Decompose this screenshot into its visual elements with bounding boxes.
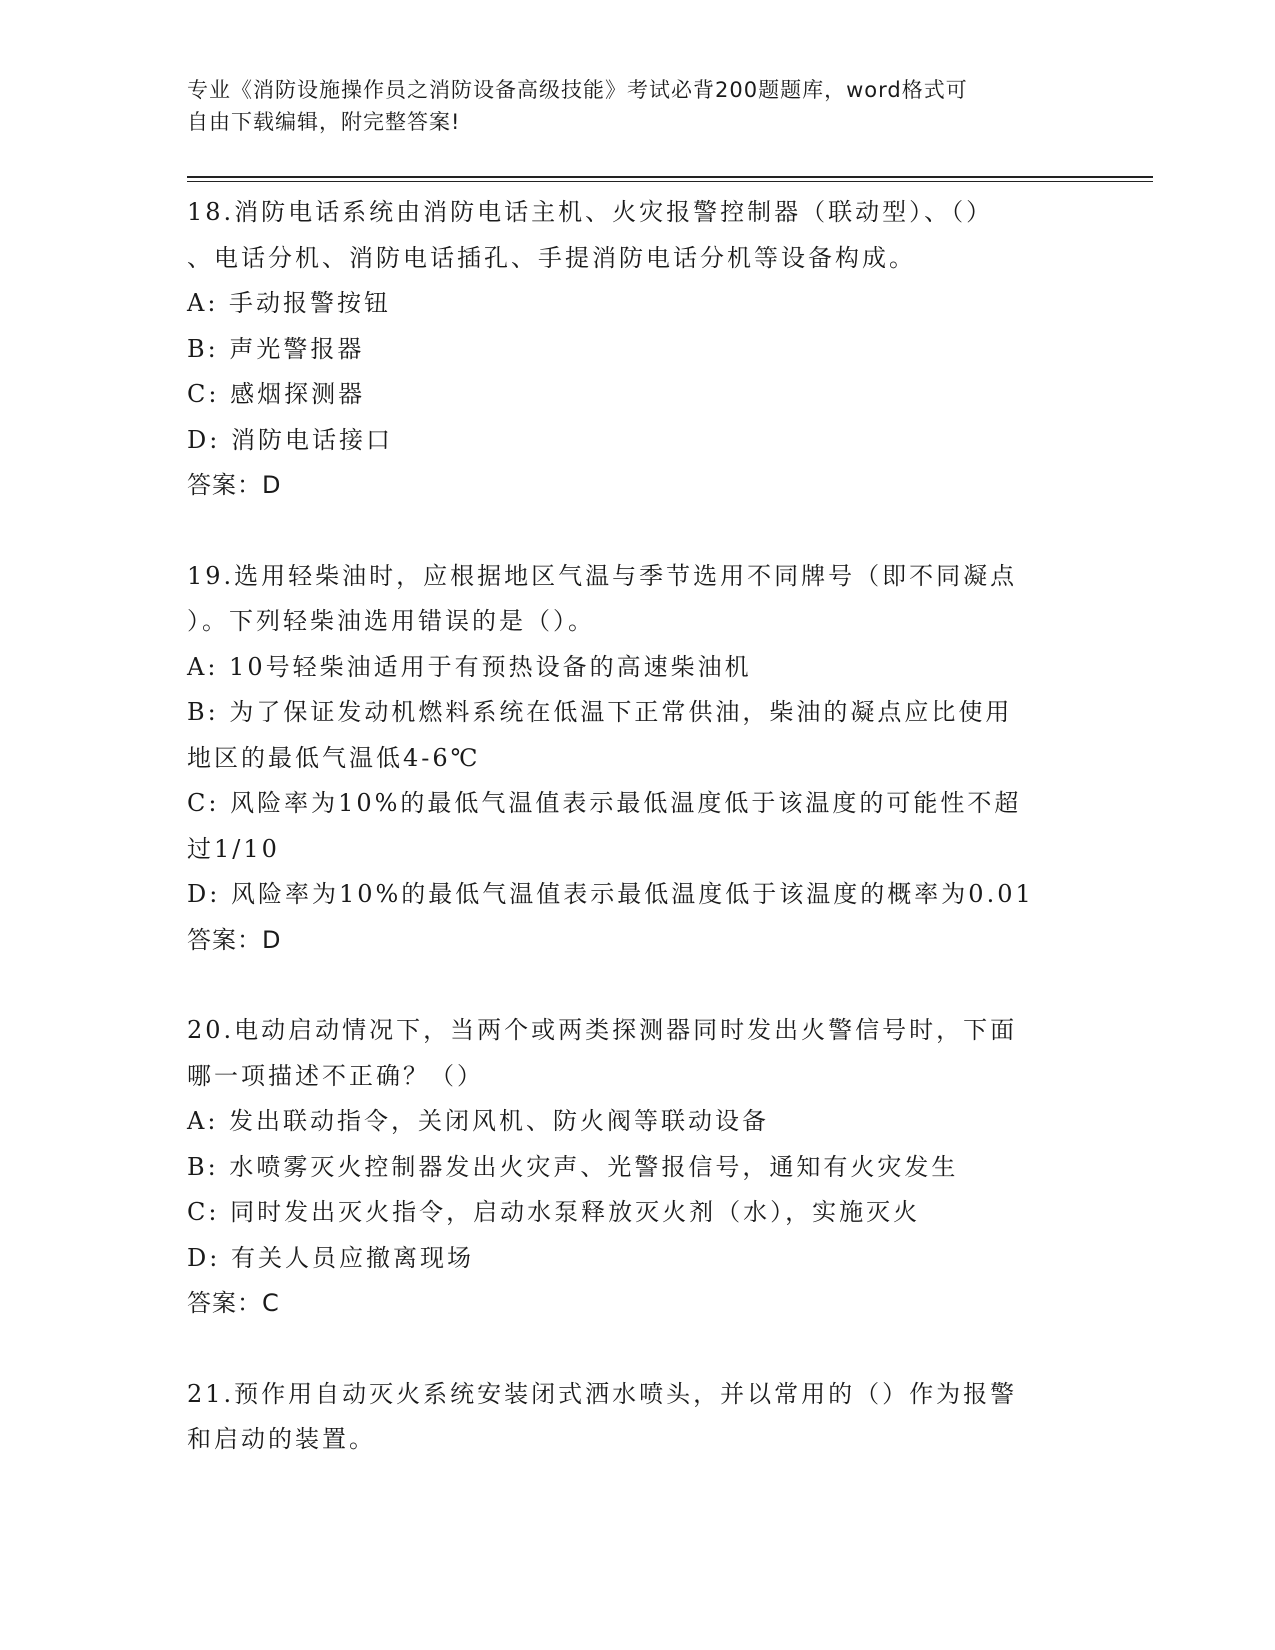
- question-stem-line: 哪一项描述不正确？（）: [187, 1061, 484, 1090]
- answer-option-line: D: 有关人员应撤离现场: [187, 1243, 474, 1272]
- answer-option-line: A: 手动报警按钮: [187, 289, 392, 317]
- answer-option-line: B: 声光警报器: [187, 334, 365, 363]
- answer-value: D: [262, 925, 282, 954]
- answer-option-line: A: 10号轻柴油适用于有预热设备的高速柴油机: [187, 652, 752, 681]
- header-line-2: 自由下载编辑，附完整答案!: [187, 110, 461, 134]
- question-stem-line: 21.预作用自动灭火系统安装闭式洒水喷头，并以常用的（）作为报警: [187, 1379, 1018, 1408]
- answer-label: 答案：: [187, 925, 262, 954]
- answer-option-line: 地区的最低气温低4-6℃: [187, 743, 481, 772]
- answer-key: [187, 463, 1087, 509]
- answer-option-line: C: 感烟探测器: [187, 380, 366, 408]
- answer-label: 答案：: [187, 1289, 262, 1317]
- answer-value: C: [262, 1289, 280, 1317]
- answer-option-line: 过1/10: [187, 834, 280, 863]
- answer-option-line: B: 为了保证发动机燃料系统在低温下正常供油，柴油的凝点应比使用: [187, 698, 1013, 726]
- question-item: [187, 190, 1087, 509]
- answer-option-line: D: 消防电话接口: [187, 425, 393, 454]
- answer-key: [187, 918, 1087, 964]
- question-item: [187, 1008, 1087, 1327]
- answer-label: 答案：: [187, 471, 262, 499]
- header-divider: [187, 176, 1153, 182]
- question-stem-line: 、电话分机、消防电话插孔、手提消防电话分机等设备构成。: [187, 243, 916, 272]
- question-stem-line: 和启动的装置。: [187, 1425, 376, 1453]
- answer-option-line: C: 同时发出灭火指令，启动水泵释放灭火剂（水），实施灭火: [187, 1198, 921, 1226]
- question-list: [187, 190, 1087, 1508]
- question-item: [187, 1372, 1087, 1463]
- question-stem-line: 20.电动启动情况下，当两个或两类探测器同时发出火警信号时，下面: [187, 1016, 1018, 1044]
- page-header: [187, 74, 1067, 138]
- question-stem-line: ）。下列轻柴油选用错误的是（）。: [187, 607, 595, 635]
- answer-value: D: [262, 471, 282, 499]
- question-item: [187, 554, 1087, 964]
- answer-key: [187, 1281, 1087, 1327]
- question-stem-line: 19.选用轻柴油时，应根据地区气温与季节选用不同牌号（即不同凝点: [187, 561, 1018, 590]
- question-stem-line: 18.消防电话系统由消防电话主机、火灾报警控制器（联动型）、（）: [187, 198, 994, 226]
- answer-option-line: A: 发出联动指令，关闭风机、防火阀等联动设备: [187, 1107, 770, 1135]
- answer-option-line: B: 水喷雾灭火控制器发出火灾声、光警报信号，通知有火灾发生: [187, 1152, 959, 1181]
- answer-option-line: D: 风险率为10%的最低气温值表示最低温度低于该温度的概率为0.01: [187, 880, 1034, 908]
- header-line-1: 专业《消防设施操作员之消防设备高级技能》考试必背200题题库，word格式可: [187, 78, 968, 102]
- answer-option-line: C: 风险率为10%的最低气温值表示最低温度低于该温度的可能性不超: [187, 789, 1022, 817]
